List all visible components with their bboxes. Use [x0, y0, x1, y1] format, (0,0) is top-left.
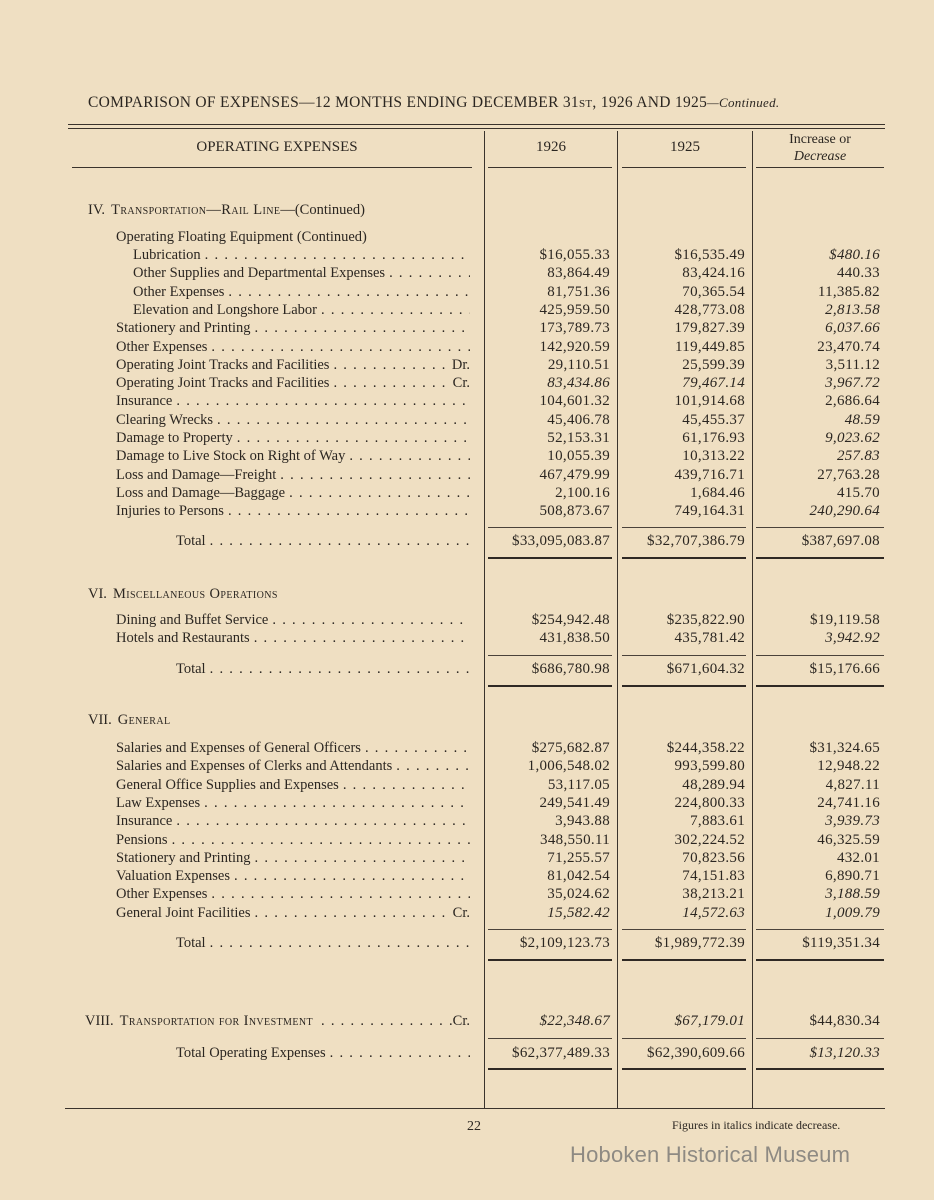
leader-dots: [392, 757, 470, 775]
table-row: [0, 849, 934, 867]
value-1926: 1,006,548.02: [527, 758, 610, 775]
title-years: , 1926 AND 1925: [592, 94, 708, 111]
total-rule: [622, 557, 746, 559]
value-1925: $62,390,609.66: [647, 1045, 745, 1061]
value-1926: 29,110.51: [547, 356, 610, 373]
value-1925: $16,535.49: [674, 247, 745, 263]
value-1926: 104,601.32: [539, 393, 610, 410]
label-text: Operating Joint Tracks and Facilities: [116, 356, 330, 373]
expense-label: [116, 885, 470, 903]
label-text: Stationery and Printing: [116, 849, 251, 866]
label-text: Total: [176, 661, 206, 677]
label-text: Injuries to Persons: [116, 503, 224, 520]
expense-label: [133, 264, 470, 282]
total-rule: [622, 1068, 746, 1070]
value-change: 3,942.92: [825, 630, 880, 647]
total-rule: [756, 959, 884, 961]
total-label: [176, 660, 470, 678]
table-row: [0, 411, 934, 429]
value-1925: 749,164.31: [674, 503, 745, 520]
title-continued: —Continued.: [707, 95, 780, 110]
leader-dots: [268, 611, 470, 629]
value-change: 3,188.59: [825, 886, 880, 903]
table-row: [0, 660, 934, 678]
value-1926: 425,959.50: [539, 301, 610, 318]
subtotal-rule: [756, 929, 884, 930]
value-1925: 14,572.63: [682, 904, 745, 921]
grand-total-label: [176, 1044, 470, 1062]
expense-label: [133, 283, 470, 301]
value-1925: 224,800.33: [674, 794, 745, 811]
value-change: 12,948.22: [817, 758, 880, 775]
expense-label: [116, 794, 470, 812]
table-row: [0, 246, 934, 264]
table-row: [0, 794, 934, 812]
expense-label: [116, 356, 470, 374]
section-title: Transportation for Investment: [119, 1013, 313, 1029]
expense-label: [116, 757, 470, 775]
section-title-suffix: —(Continued): [280, 202, 365, 218]
leader-dots: [276, 466, 470, 484]
value-1925: 993,599.80: [674, 758, 745, 775]
leader-dots: [224, 283, 470, 301]
subtotal-rule: [622, 527, 746, 528]
value-change: 27,763.28: [817, 466, 880, 483]
label-text: Damage to Property: [116, 430, 233, 446]
section-number: IV.: [88, 202, 106, 218]
table-row: [0, 264, 934, 282]
leader-dots: [345, 447, 470, 465]
leader-dots: [251, 849, 470, 867]
title-ordinal: ST: [578, 98, 593, 110]
leader-dots: [251, 904, 447, 922]
subtotal-rule: [488, 655, 612, 656]
value-1926: $16,055.33: [539, 247, 610, 263]
expense-label: [116, 338, 470, 356]
leader-dots: [339, 776, 470, 794]
expense-label: [133, 301, 470, 319]
value-1926: $62,377,489.33: [512, 1045, 610, 1061]
total-rule: [488, 685, 612, 687]
section-heading: [88, 711, 170, 729]
header-rule-col3: [756, 167, 884, 168]
value-1926: 52,153.31: [547, 430, 610, 446]
expense-label: [116, 849, 470, 867]
header-rule-bottom: [72, 167, 472, 168]
table-row: [0, 374, 934, 392]
value-change: 257.83: [836, 448, 880, 465]
label-text: Insurance: [116, 813, 173, 830]
value-1926: $275,682.87: [531, 740, 610, 756]
value-1925: 38,213.21: [682, 886, 745, 903]
label-text: Total Operating Expenses: [176, 1045, 326, 1061]
leader-dots: [172, 812, 470, 830]
value-change: $13,120.33: [809, 1045, 880, 1061]
dr-cr-marker: Cr.: [452, 375, 470, 392]
value-change: 2,813.58: [825, 301, 880, 318]
expense-label: [116, 447, 470, 465]
expense-label: [116, 319, 470, 337]
value-1925: 10,313.22: [682, 448, 745, 465]
value-1926: 81,751.36: [547, 283, 610, 300]
value-1926: 508,873.67: [539, 503, 610, 520]
value-1925: 79,467.14: [682, 375, 745, 392]
value-1926: 3,943.88: [555, 813, 610, 830]
leader-dots: [200, 794, 470, 812]
label-text: Lubrication: [133, 247, 201, 263]
expense-label: [116, 739, 470, 757]
section-heading: [88, 201, 365, 219]
label-text: Salaries and Expenses of Clerks and Attendants: [116, 758, 393, 775]
value-1926: 81,042.54: [547, 868, 610, 885]
value-change: 24,741.16: [817, 794, 880, 811]
expense-label: [116, 904, 470, 922]
leader-dots: [168, 831, 470, 849]
table-row: [0, 283, 934, 301]
leader-dots: [329, 356, 445, 374]
label-text: Damage to Live Stock on Right of Way: [116, 448, 346, 465]
value-1925: 428,773.08: [674, 301, 745, 318]
value-1925: 45,455.37: [682, 411, 745, 428]
value-change: 46,325.59: [817, 831, 880, 848]
total-rule: [488, 959, 612, 961]
section-heading: [88, 585, 278, 603]
value-1926: $22,348.67: [539, 1013, 610, 1029]
leader-dots: [206, 532, 470, 550]
section-number: VIII.: [85, 1013, 114, 1029]
value-change: 23,470.74: [817, 338, 880, 355]
section-heading: [85, 1012, 470, 1030]
table-row: [0, 338, 934, 356]
table-row: [0, 484, 934, 502]
table-row: [0, 502, 934, 520]
expense-label: [116, 466, 470, 484]
subtotal-rule: [488, 929, 612, 930]
table-row: [0, 867, 934, 885]
value-1925: $244,358.22: [666, 740, 745, 756]
value-1925: 439,716.71: [674, 466, 745, 483]
page-number: 22: [467, 1119, 481, 1134]
total-rule: [756, 685, 884, 687]
header-rule-col2: [622, 167, 746, 168]
expense-label: [116, 776, 470, 794]
value-change: $119,351.34: [802, 935, 880, 951]
section-number: VII.: [88, 712, 112, 728]
value-change: 240,290.64: [809, 503, 880, 520]
expense-label: [116, 611, 470, 629]
label-text: Other Expenses: [116, 886, 208, 903]
leader-dots: [313, 1012, 453, 1030]
label-text: Hotels and Restaurants: [116, 630, 250, 647]
label-text: Law Expenses: [116, 794, 201, 811]
leader-dots: [317, 301, 470, 319]
table-row: [0, 934, 934, 952]
leader-dots: [361, 739, 470, 757]
value-change: 1,009.79: [825, 904, 880, 921]
leader-dots: [207, 885, 470, 903]
leader-dots: [201, 246, 470, 264]
label-text: Other Expenses: [116, 338, 208, 355]
table-row: [0, 611, 934, 629]
dr-cr-marker: Cr.: [452, 904, 470, 921]
table-row: [0, 776, 934, 794]
table-row: [0, 904, 934, 922]
label-text: Insurance: [116, 393, 173, 410]
subtotal-rule: [488, 527, 612, 528]
expense-label: [116, 484, 470, 502]
expense-label: [116, 411, 470, 429]
label-text: Other Expenses: [133, 283, 225, 300]
value-change: 3,967.72: [825, 375, 880, 392]
section-title: General: [117, 712, 171, 728]
value-1925: 48,289.94: [682, 776, 745, 793]
value-1926: $686,780.98: [531, 661, 610, 677]
header-rule-col1: [488, 167, 612, 168]
value-change: 9,023.62: [825, 430, 880, 446]
value-change: $480.16: [829, 247, 880, 263]
table-row: [0, 739, 934, 757]
value-1925: $67,179.01: [674, 1013, 745, 1029]
value-change: 415.70: [836, 484, 880, 501]
value-change: 4,827.11: [825, 776, 880, 793]
value-1926: 83,864.49: [547, 265, 610, 282]
expense-label: [116, 374, 470, 392]
value-change: 48.59: [844, 411, 880, 428]
table-row: [0, 585, 934, 603]
value-change: 440.33: [836, 265, 880, 282]
table-row: [0, 319, 934, 337]
leader-dots: [285, 484, 470, 502]
leader-dots: [329, 374, 446, 392]
total-rule: [622, 685, 746, 687]
value-1925: 119,449.85: [675, 338, 745, 355]
subtotal-rule: [756, 527, 884, 528]
watermark: Hoboken Historical Museum: [570, 1142, 851, 1167]
expense-label: [116, 629, 470, 647]
value-1926: 249,541.49: [539, 794, 610, 811]
value-1926: 45,406.78: [547, 411, 610, 428]
total-label: [176, 934, 470, 952]
value-1925: 179,827.39: [674, 320, 745, 337]
table-row: [0, 831, 934, 849]
header-increase: Increase or: [789, 132, 851, 147]
leader-dots: [251, 319, 470, 337]
total-rule: [622, 959, 746, 961]
table-row: [0, 356, 934, 374]
expense-label: [116, 429, 470, 447]
leader-dots: [250, 629, 470, 647]
leader-dots: [385, 264, 470, 282]
label-text: Loss and Damage—Freight: [116, 466, 277, 483]
header-rule-top-2: [68, 128, 885, 129]
subtotal-rule: [756, 655, 884, 656]
table-row: [0, 301, 934, 319]
value-change: $31,324.65: [809, 740, 880, 756]
expense-label: [116, 812, 470, 830]
leader-dots: [224, 502, 470, 520]
value-change: 6,890.71: [825, 868, 880, 885]
italics-note: Figures in italics indicate decrease.: [672, 1118, 841, 1132]
value-1925: $235,822.90: [666, 612, 745, 628]
label-text: Other Supplies and Departmental Expenses: [133, 265, 386, 282]
value-1926: $254,942.48: [531, 612, 610, 628]
header-1925: 1925: [670, 139, 700, 155]
table-row: [0, 228, 934, 246]
table-row: [0, 812, 934, 830]
header-decrease: Decrease: [793, 149, 847, 164]
value-change: 432.01: [836, 849, 880, 866]
subheading: Operating Floating Equipment (Continued): [116, 229, 367, 245]
value-1926: 142,920.59: [539, 338, 610, 355]
value-1926: 71,255.57: [547, 849, 610, 866]
value-change: 3,939.73: [825, 813, 880, 830]
title-text: COMPARISON OF EXPENSES—12 MONTHS ENDING DECEMBER 31: [88, 94, 579, 111]
subtotal-rule: [756, 1038, 884, 1039]
value-change: 11,385.82: [817, 283, 880, 300]
section-number: VI.: [88, 586, 107, 602]
leader-dots: [230, 867, 470, 885]
section-title: Miscellaneous Operations: [112, 586, 278, 602]
total-rule: [756, 1068, 884, 1070]
expense-label: [116, 502, 470, 520]
leader-dots: [172, 392, 470, 410]
subtotal-rule: [622, 655, 746, 656]
label-text: Salaries and Expenses of General Officers: [116, 740, 361, 756]
label-text: Clearing Wrecks: [116, 411, 213, 428]
value-1925: 70,365.54: [682, 283, 745, 300]
subtotal-rule: [488, 1038, 612, 1039]
value-change: $19,119.58: [810, 612, 880, 628]
label-text: Total: [176, 533, 206, 549]
table-row: [0, 429, 934, 447]
leader-dots: [213, 411, 470, 429]
value-change: $15,176.66: [809, 661, 880, 677]
total-rule: [488, 1068, 612, 1070]
value-1926: $33,095,083.87: [512, 533, 610, 549]
value-1926: 173,789.73: [539, 320, 610, 337]
value-1925: 101,914.68: [674, 393, 745, 410]
value-change: $387,697.08: [801, 533, 880, 549]
label-text: General Joint Facilities: [116, 904, 251, 921]
value-1925: $1,989,772.39: [654, 935, 745, 951]
value-1925: 1,684.46: [690, 484, 745, 501]
table-row: [0, 392, 934, 410]
value-1926: 83,434.86: [547, 375, 610, 392]
total-label: [176, 532, 470, 550]
expense-label: [133, 246, 470, 264]
label-text: Loss and Damage—Baggage: [116, 484, 286, 501]
value-1926: 348,550.11: [540, 831, 610, 848]
value-1925: 74,151.83: [682, 868, 745, 885]
value-1925: 435,781.42: [674, 630, 745, 647]
expense-label: [116, 867, 470, 885]
value-1926: 467,479.99: [539, 466, 610, 483]
label-text: Dining and Buffet Service: [116, 612, 269, 628]
value-1925: 302,224.52: [674, 831, 745, 848]
subtotal-rule: [622, 1038, 746, 1039]
header-increase-decrease: [753, 131, 887, 165]
table-row: [0, 1044, 934, 1062]
total-rule: [488, 557, 612, 559]
dr-cr-marker: Dr.: [451, 356, 470, 373]
value-1926: 2,100.16: [555, 484, 610, 501]
value-1926: 431,838.50: [539, 630, 610, 647]
total-rule: [756, 557, 884, 559]
table-row: [0, 711, 934, 729]
value-change: 3,511.12: [825, 356, 880, 373]
table-row: [0, 629, 934, 647]
table-row: [0, 1012, 934, 1030]
dr-cr-marker: Cr.: [452, 1013, 470, 1029]
value-1925: 70,823.56: [682, 849, 745, 866]
value-change: 6,037.66: [825, 320, 880, 337]
value-1926: 53,117.05: [547, 776, 610, 793]
label-text: Stationery and Printing: [116, 320, 251, 337]
label-text: Total: [176, 935, 206, 951]
section-title: Transportation—Rail Line: [111, 202, 281, 218]
value-1925: $32,707,386.79: [647, 533, 745, 549]
value-1925: $671,604.32: [666, 661, 745, 677]
header-rule-top: [68, 124, 885, 125]
table-row: [0, 447, 934, 465]
footer-rule: [65, 1108, 885, 1109]
expense-label: [116, 392, 470, 410]
table-row: [0, 757, 934, 775]
page-title: [88, 94, 888, 112]
label-text: Operating Joint Tracks and Facilities: [116, 375, 330, 392]
label-text: Elevation and Longshore Labor: [133, 301, 318, 318]
leader-dots: [206, 934, 470, 952]
value-1925: 83,424.16: [682, 265, 745, 282]
value-1926: 35,024.62: [547, 886, 610, 903]
value-1926: $2,109,123.73: [519, 935, 610, 951]
value-1926: 10,055.39: [547, 448, 610, 465]
expense-label: [116, 831, 470, 849]
table-row: [0, 532, 934, 550]
value-change: $44,830.34: [809, 1013, 880, 1029]
header-operating-expenses: OPERATING EXPENSES: [196, 139, 358, 155]
value-1925: 25,599.39: [682, 356, 745, 373]
label-text: General Office Supplies and Expenses: [116, 776, 339, 793]
leader-dots: [326, 1044, 470, 1062]
table-row: [0, 885, 934, 903]
value-1925: 7,883.61: [690, 813, 745, 830]
leader-dots: [206, 660, 470, 678]
value-1925: 61,176.93: [682, 430, 745, 446]
table-row: [0, 201, 934, 219]
leader-dots: [233, 429, 470, 447]
label-text: Pensions: [116, 831, 168, 848]
value-change: 2,686.64: [825, 393, 880, 410]
leader-dots: [207, 338, 470, 356]
label-text: Valuation Expenses: [116, 868, 230, 885]
value-1926: 15,582.42: [547, 904, 610, 921]
subtotal-rule: [622, 929, 746, 930]
table-row: [0, 466, 934, 484]
header-1926: 1926: [536, 139, 566, 155]
